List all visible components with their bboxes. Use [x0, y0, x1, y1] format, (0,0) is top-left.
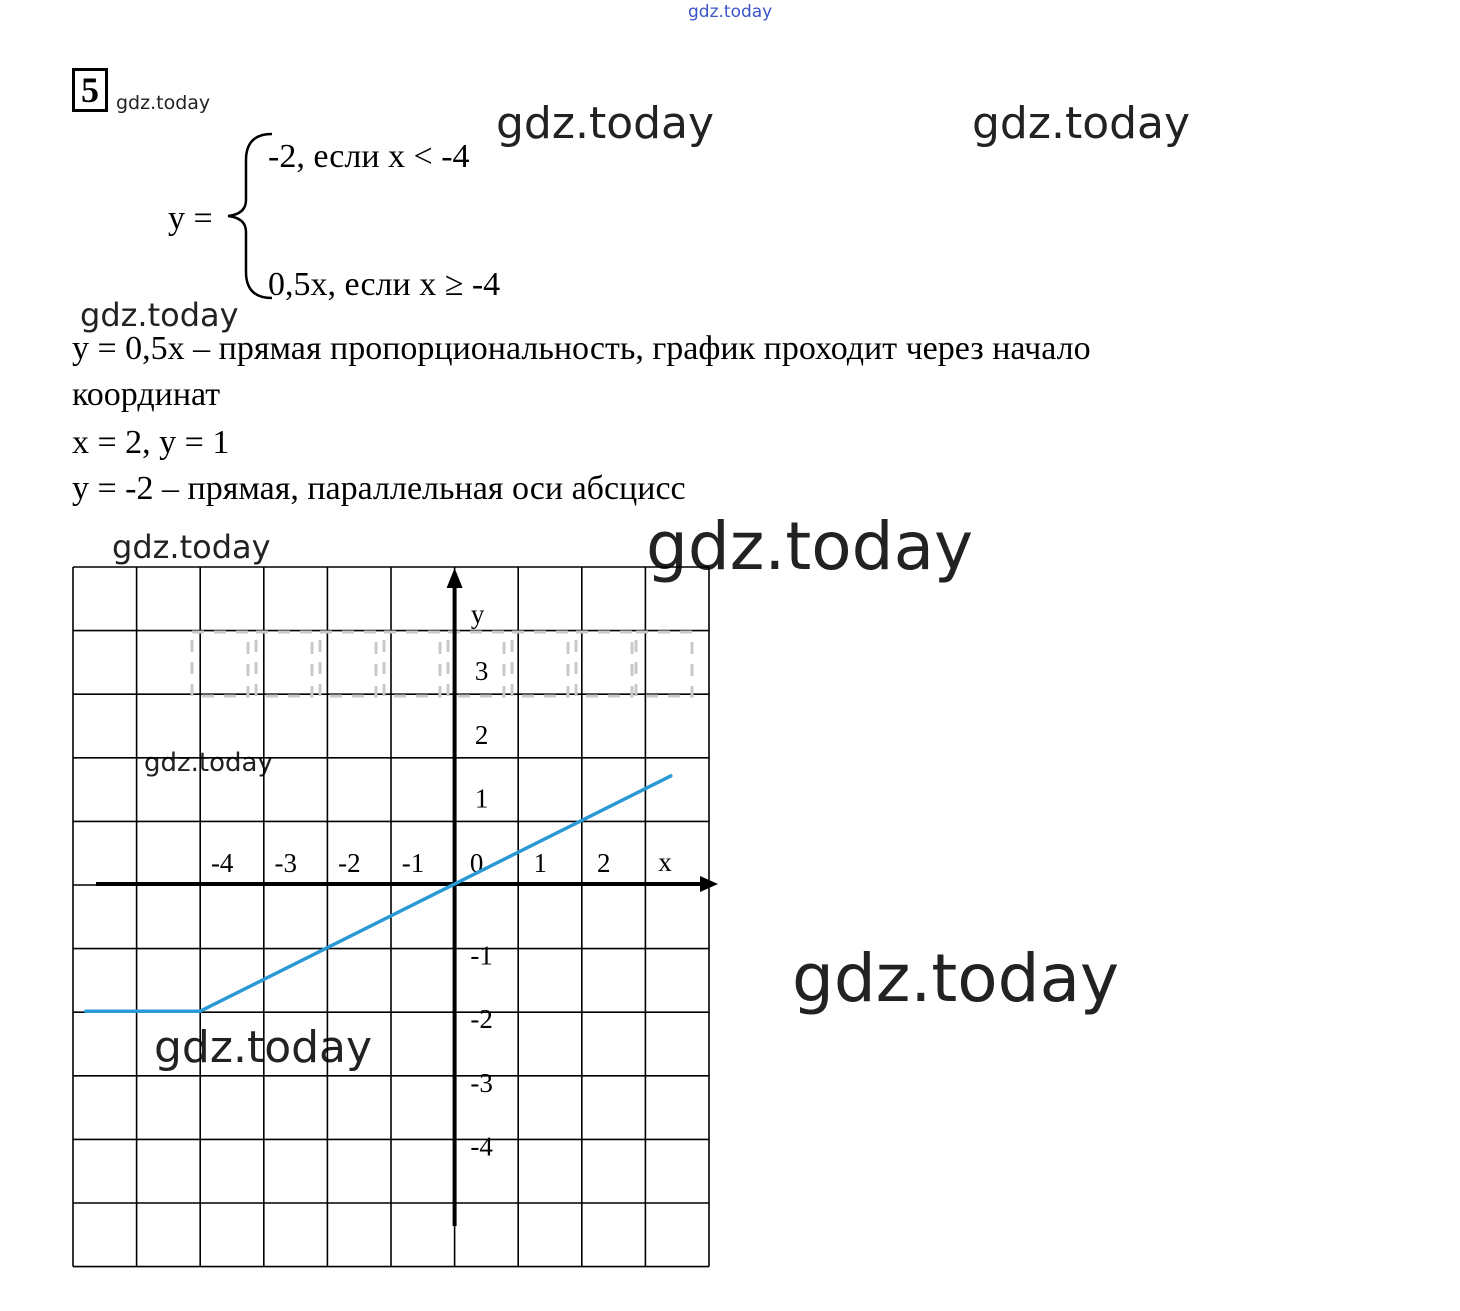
- faint-grid-artifact: [512, 632, 568, 696]
- explanation-line-4: y = -2 – прямая, параллельная оси абсцисс: [72, 470, 686, 507]
- y-tick-label: -1: [470, 940, 493, 971]
- x-tick-label: -4: [210, 848, 234, 878]
- faint-grid-artifact: [636, 632, 692, 696]
- watermark: gdz.today: [154, 1022, 373, 1073]
- function-line: [200, 776, 671, 1011]
- faint-grid-artifact: [384, 632, 440, 696]
- y-tick-label: -2: [470, 1004, 493, 1035]
- top-watermark: gdz.today: [688, 2, 773, 22]
- y-tick-label: 3: [474, 656, 489, 687]
- watermark: gdz.today: [80, 296, 239, 334]
- watermark: gdz.today: [972, 98, 1191, 149]
- explanation-line-1: y = 0,5x – прямая пропорциональность, график проходит через начало: [72, 330, 1091, 367]
- x-axis-label: x: [658, 847, 672, 877]
- watermark: gdz.today: [496, 98, 715, 149]
- x-tick-label: 2: [597, 848, 611, 878]
- y-tick-label: 2: [474, 719, 489, 750]
- watermark: gdz.today: [112, 528, 271, 566]
- x-tick-label: -3: [274, 848, 298, 878]
- system-lhs: y =: [168, 200, 213, 237]
- y-axis-arrow: [447, 568, 463, 588]
- watermark: gdz.today: [646, 508, 974, 585]
- explanation-line-2: координат: [72, 376, 221, 413]
- y-tick-label: -4: [470, 1131, 493, 1162]
- y-axis-label: y: [470, 599, 485, 629]
- faint-grid-artifact: [576, 632, 632, 696]
- x-tick-label: 0: [469, 848, 484, 878]
- watermark: gdz.today: [144, 748, 273, 778]
- x-tick-label: -2: [338, 848, 361, 878]
- watermark: gdz.today: [792, 940, 1120, 1017]
- x-tick-label: 1: [533, 848, 547, 878]
- system-case-1: -2, если x < -4: [268, 138, 470, 175]
- x-tick-label: -1: [401, 848, 425, 878]
- system-case-2: 0,5x, если x ≥ -4: [268, 266, 501, 303]
- y-tick-label: 1: [474, 783, 489, 814]
- faint-grid-artifact: [320, 632, 376, 696]
- task-watermark: gdz.today: [116, 92, 211, 114]
- explanation-line-3: x = 2, y = 1: [72, 424, 230, 461]
- task-number: 5: [72, 68, 108, 112]
- y-tick-label: -3: [470, 1067, 493, 1098]
